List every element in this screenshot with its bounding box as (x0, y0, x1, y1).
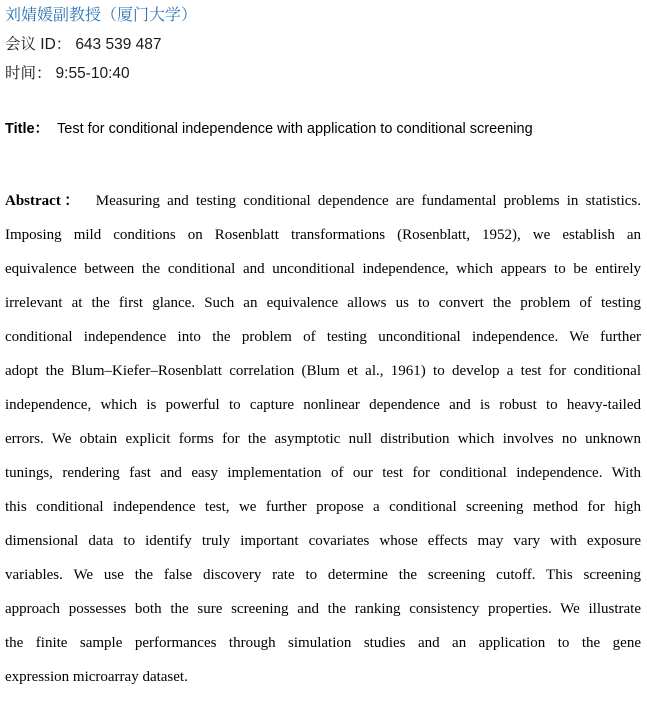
title-text: Test for conditional independence with application to conditional screening (57, 121, 533, 137)
abstract-paragraph (5, 184, 641, 694)
meeting-id-label: 会议 ID： (5, 36, 72, 53)
time-value: 9:55-10:40 (55, 65, 130, 82)
abstract-line: expression microarray dataset. (5, 669, 188, 685)
abstract-line: Imposing mild conditions on Rosenblatt transformations (Rosenblatt, 1952), we establish an (5, 227, 641, 243)
abstract-line: irrelevant at the first glance. Such an equivalence allows us to convert the problem of testing (5, 295, 641, 311)
paper-title-line (5, 118, 641, 140)
abstract-label: Abstract： (5, 193, 83, 209)
abstract-line: equivalence between the conditional and unconditional independence, which appears to be entirely (5, 261, 641, 277)
abstract-line: errors. We obtain explicit forms for the asymptotic null distribution which involves no unknown (5, 431, 641, 447)
meeting-id-value: 643 539 487 (75, 36, 162, 53)
abstract-line: tunings, rendering fast and easy implementation of our test for conditional independence. With (5, 465, 641, 481)
abstract-line: dimensional data to identify truly important covariates whose effects may vary with exposure (5, 533, 641, 549)
abstract-line: approach possesses both the sure screening and the ranking consistency properties. We illustrate (5, 601, 641, 617)
title-label: Title： (5, 121, 50, 137)
abstract-line: adopt the Blum–Kiefer–Rosenblatt correlation (Blum et al., 1961) to develop a test for conditional (5, 363, 641, 379)
abstract-line: conditional independence into the problem of testing unconditional independence. We further (5, 329, 641, 345)
abstract-line: this conditional independence test, we further propose a conditional screening method for high (5, 499, 641, 515)
abstract-lines-container (5, 218, 641, 694)
abstract-line (5, 184, 641, 218)
abstract-line: variables. We use the false discovery rate to determine the screening cutoff. This screening (5, 567, 641, 583)
time-label: 时间： (5, 65, 52, 82)
abstract-first-line-text: Measuring and testing conditional dependence are fundamental problems in statistics. (95, 193, 641, 209)
abstract-line: independence, which is powerful to capture nonlinear dependence and is robust to heavy-tailed (5, 397, 641, 413)
abstract-line: the finite sample performances through simulation studies and an application to the gene (5, 635, 641, 651)
time-line (5, 63, 641, 85)
meeting-id-line (5, 34, 641, 56)
speaker-name: 刘婧媛副教授（厦门大学） (5, 7, 198, 24)
